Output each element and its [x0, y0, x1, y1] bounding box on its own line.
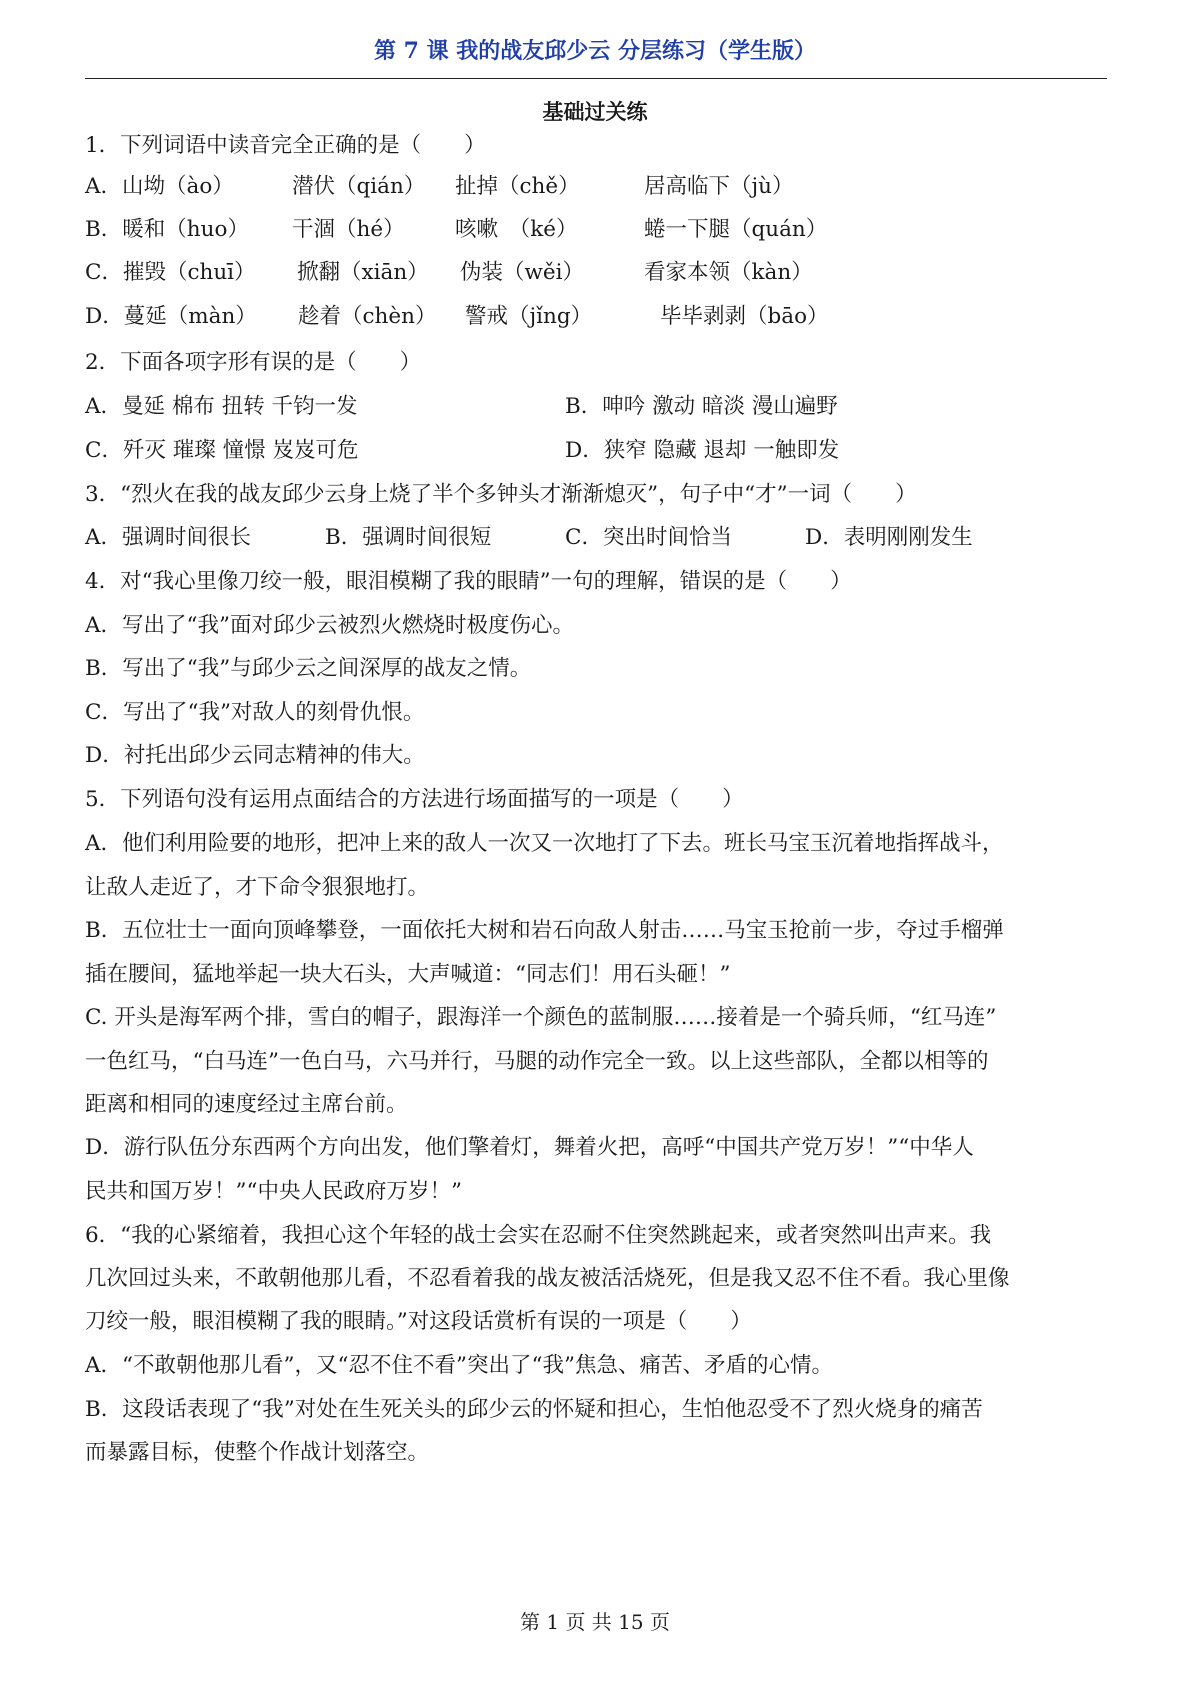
question-4-stem: 4．对“我心里像刀绞一般，眼泪模糊了我的眼睛”一句的理解，错误的是（ ）: [85, 569, 852, 594]
q4-option: B．写出了“我”与邱少云之间深厚的战友之情。: [85, 656, 532, 681]
section-title: 基础过关练: [542, 99, 648, 124]
q2-option: A．曼延 棉布 扭转 千钧一发: [85, 394, 358, 419]
q1-option: 趁着（chèn）: [298, 304, 437, 329]
q1-option: 警戒（jǐng）: [465, 304, 593, 329]
q1-option: 居高临下（jù）: [644, 174, 794, 199]
q1-option: 看家本领（kàn）: [644, 260, 813, 285]
q4-option: D．衬托出邱少云同志精神的伟大。: [85, 743, 425, 768]
question-6-stem-line: 刀绞一般，眼泪模糊了我的眼睛。”对这段话赏析有误的一项是（ ）: [85, 1309, 752, 1334]
q3-option: C．突出时间恰当: [565, 525, 732, 550]
question-6-stem-line: 几次回过头来，不敢朝他那儿看，不忍看着我的战友被活活烧死，但是我又忍不住不看。我心里像: [85, 1266, 1010, 1291]
question-6-stem-line: 6．“我的心紧缩着，我担心这个年轻的战士会实在忍耐不住突然跳起来，或者突然叫出声来。我: [85, 1223, 992, 1248]
q6-option-line: A．“不敢朝他那儿看”，又“忍不住不看”突出了“我”焦急、痛苦、矛盾的心情。: [85, 1353, 833, 1378]
question-1-stem: 1．下列词语中读音完全正确的是（ ）: [85, 133, 486, 158]
q3-option: D．表明刚刚发生: [805, 525, 973, 550]
q5-option-line: 让敌人走近了，才下命令狠狠地打。: [85, 875, 430, 900]
page-footer: 第 1 页 共 15 页: [520, 1610, 670, 1634]
q1-option: 咳嗽 （ké）: [455, 217, 578, 242]
q4-option: A．写出了“我”面对邱少云被烈火燃烧时极度伤心。: [85, 613, 575, 638]
q1-option: C．摧毁（chuī）: [85, 260, 256, 285]
q6-option-line: 而暴露目标，使整个作战计划落空。: [85, 1440, 430, 1465]
question-5-stem: 5．下列语句没有运用点面结合的方法进行场面描写的一项是（ ）: [85, 787, 744, 812]
q1-option: 毕毕剥剥（bāo）: [660, 304, 829, 329]
q5-option-line: A．他们利用险要的地形，把冲上来的敌人一次又一次地打了下去。班长马宝玉沉着地指挥战斗，: [85, 831, 1004, 856]
q1-option: A．山坳（ào）: [85, 174, 234, 199]
header-divider: [85, 78, 1107, 79]
q3-option: B．强调时间很短: [325, 525, 492, 550]
q1-option: 伪装（wěi）: [460, 260, 585, 285]
q5-option-line: C. 开头是海军两个排，雪白的帽子，跟海洋一个颜色的蓝制服……接着是一个骑兵师，“红马连”: [85, 1005, 997, 1030]
q2-option: D．狭窄 隐藏 退却 一触即发: [565, 438, 840, 463]
q1-option: 蜷一下腿（quán）: [644, 217, 828, 242]
q3-option: A．强调时间很长: [85, 525, 252, 550]
question-2-stem: 2．下面各项字形有误的是（ ）: [85, 350, 422, 375]
q1-option: 干涸（hé）: [292, 217, 405, 242]
q1-option: 潜伏（qián）: [292, 174, 426, 199]
page-header-title: 第 7 课 我的战友邱少云 分层练习（学生版）: [374, 38, 816, 64]
q1-option: D．蔓延（màn）: [85, 304, 257, 329]
question-3-stem: 3．“烈火在我的战友邱少云身上烧了半个多钟头才渐渐熄灭”，句子中“才”一词（ ）: [85, 482, 917, 507]
q2-option: C．歼灭 璀璨 憧憬 岌岌可危: [85, 438, 359, 463]
q4-option: C．写出了“我”对敌人的刻骨仇恨。: [85, 700, 425, 725]
q5-option-line: D．游行队伍分东西两个方向出发，他们擎着灯，舞着火把，高呼“中国共产党万岁！”“中华人: [85, 1135, 974, 1160]
q5-option-line: B．五位壮士一面向顶峰攀登，一面依托大树和岩石向敌人射击……马宝玉抢前一步，夺过手榴弹: [85, 918, 1004, 943]
q6-option-line: B．这段话表现了“我”对处在生死关头的邱少云的怀疑和担心，生怕他忍受不了烈火烧身的痛苦: [85, 1397, 983, 1422]
q1-option: 掀翻（xiān）: [297, 260, 429, 285]
q5-option-line: 一色红马，“白马连”一色白马，六马并行，马腿的动作完全一致。以上这些部队，全都以相等的: [85, 1049, 989, 1074]
q5-option-line: 民共和国万岁！”“中央人民政府万岁！”: [85, 1179, 462, 1204]
q5-option-line: 插在腰间，猛地举起一块大石头，大声喊道：“同志们！用石头砸！”: [85, 962, 731, 987]
q1-option: B．暖和（huo）: [85, 217, 249, 242]
q5-option-line: 距离和相同的速度经过主席台前。: [85, 1092, 408, 1117]
q2-option: B．呻吟 激动 暗淡 漫山遍野: [565, 394, 838, 419]
q1-option: 扯掉（chě）: [455, 174, 580, 199]
